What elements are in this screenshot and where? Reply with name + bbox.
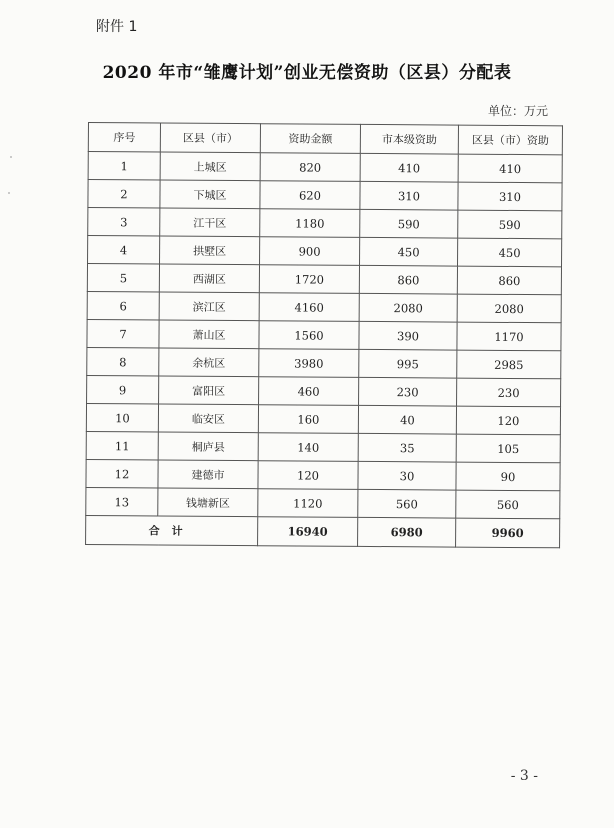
cell-county: 120 [456, 406, 560, 435]
cell-district: 临安区 [158, 404, 258, 433]
table-row [88, 236, 562, 267]
cell-total: 120 [258, 461, 358, 490]
total-label: 合计 [86, 515, 258, 545]
scan-speck [10, 156, 12, 158]
cell-total: 1560 [259, 321, 359, 350]
table-body [86, 152, 563, 548]
total-row [86, 515, 560, 547]
cell-city: 450 [360, 237, 458, 266]
cell-district: 钱塘新区 [158, 488, 258, 517]
table-row [87, 291, 561, 322]
cell-no: 10 [86, 403, 158, 432]
cell-county: 860 [457, 266, 561, 295]
cell-total: 820 [260, 153, 360, 182]
table-row [87, 347, 561, 378]
cell-county: 310 [458, 182, 562, 211]
cell-county: 230 [457, 378, 561, 407]
document-title: 2020 年市“雏鹰计划”创业无偿资助（区县）分配表 [102, 63, 512, 83]
cell-county: 410 [458, 154, 562, 183]
cell-county: 560 [456, 490, 560, 519]
cell-total: 160 [258, 405, 358, 434]
cell-city: 560 [358, 489, 456, 518]
cell-no: 5 [87, 264, 159, 293]
cell-no: 2 [88, 180, 160, 209]
table-header-row [88, 123, 562, 155]
cell-total: 620 [260, 181, 360, 210]
cell-total: 1180 [260, 209, 360, 238]
cell-county: 1170 [457, 322, 561, 351]
cell-total: 4160 [259, 293, 359, 322]
cell-city: 410 [360, 153, 458, 182]
cell-city: 230 [359, 377, 457, 406]
column-header-county: 区县（市）资助 [458, 125, 562, 155]
cell-total: 1720 [259, 265, 359, 294]
column-header-district: 区县（市） [160, 123, 260, 153]
table-row [86, 487, 560, 518]
table-row [88, 152, 562, 183]
cell-district: 富阳区 [159, 376, 259, 405]
cell-district: 上城区 [160, 152, 260, 181]
cell-city: 35 [358, 433, 456, 462]
cell-district: 桐庐县 [158, 432, 258, 461]
cell-no: 13 [86, 487, 158, 516]
table-row [87, 319, 561, 350]
cell-total: 900 [260, 237, 360, 266]
cell-city: 2080 [359, 293, 457, 322]
scan-speck [8, 192, 10, 194]
cell-no: 9 [87, 375, 159, 404]
cell-total: 3980 [259, 349, 359, 378]
cell-no: 3 [88, 208, 160, 237]
column-header-total: 资助金额 [260, 124, 360, 154]
table-row [87, 264, 561, 295]
table-row [87, 375, 561, 406]
cell-no: 11 [86, 431, 158, 460]
cell-city: 390 [359, 321, 457, 350]
cell-city: 995 [359, 349, 457, 378]
total-county: 9960 [456, 518, 560, 548]
cell-no: 4 [88, 236, 160, 265]
unit-label: 单位：万元 [487, 104, 548, 118]
cell-city: 310 [360, 181, 458, 210]
cell-district: 江干区 [160, 208, 260, 237]
cell-no: 6 [87, 291, 159, 320]
cell-district: 萧山区 [159, 320, 259, 349]
allocation-table [85, 122, 563, 548]
cell-district: 西湖区 [159, 264, 259, 293]
cell-no: 8 [87, 347, 159, 376]
cell-county: 105 [456, 434, 560, 463]
cell-total: 460 [259, 377, 359, 406]
cell-county: 2985 [457, 350, 561, 379]
cell-county: 590 [458, 210, 562, 239]
table-row [86, 403, 560, 434]
cell-total: 140 [258, 433, 358, 462]
table-row [86, 459, 560, 490]
cell-district: 拱墅区 [160, 236, 260, 265]
cell-district: 下城区 [160, 180, 260, 209]
cell-county: 90 [456, 462, 560, 491]
cell-city: 30 [358, 461, 456, 490]
table-row [88, 208, 562, 239]
table-row [86, 431, 560, 462]
total-city: 6980 [358, 517, 456, 547]
page-number: - 3 - [510, 768, 538, 784]
column-header-no: 序号 [88, 123, 160, 153]
cell-city: 40 [358, 405, 456, 434]
cell-district: 建德市 [158, 460, 258, 489]
total-amount: 16940 [258, 517, 358, 547]
cell-no: 1 [88, 152, 160, 181]
column-header-city: 市本级资助 [360, 124, 458, 154]
cell-district: 余杭区 [159, 348, 259, 377]
cell-county: 2080 [457, 294, 561, 323]
cell-no: 7 [87, 319, 159, 348]
cell-no: 12 [86, 459, 158, 488]
table-row [88, 180, 562, 211]
cell-district: 滨江区 [159, 292, 259, 321]
cell-total: 1120 [258, 489, 358, 518]
annex-label: 附件 1 [96, 19, 138, 35]
cell-county: 450 [458, 238, 562, 267]
cell-city: 860 [359, 265, 457, 294]
cell-city: 590 [360, 209, 458, 238]
